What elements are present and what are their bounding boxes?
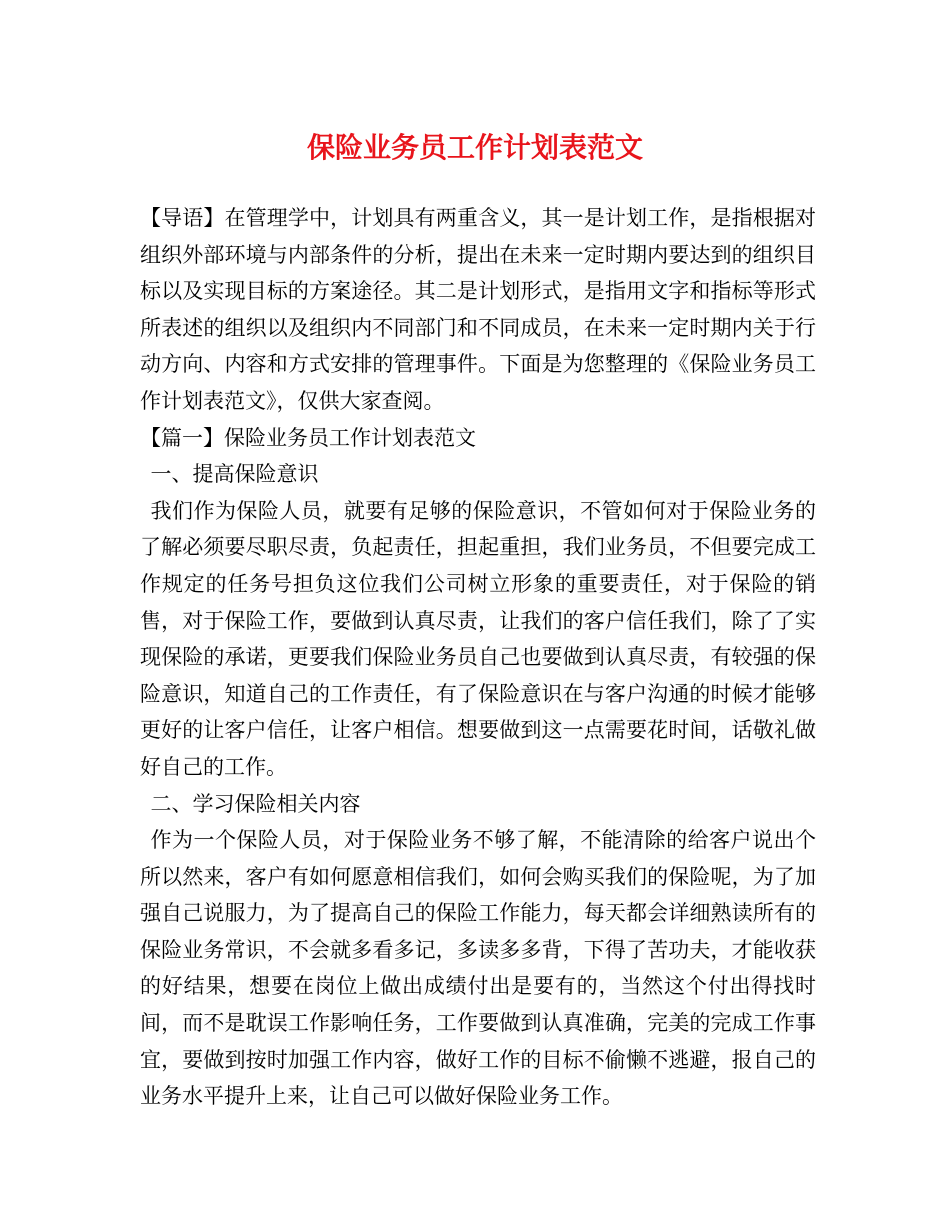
intro-paragraph: 【导语】在管理学中，计划具有两重含义，其一是计划工作，是指根据对组织外部环境与内部条件的分析，提出在未来一定时期内要达到的组织目标以及实现目标的方案途径。其二是计划形式，是指用文字和指标等形式所表述的组织以及组织内不同部门和不同成员，在未来一定时期内关于行动方向、内容和方式安排的管理事件。下面是为您整理的《保险业务员工作计划表范文》，仅供大家查阅。 — [140, 206, 816, 413]
subheading-two: 二、学习保险相关内容 — [150, 791, 361, 816]
body-paragraph-one: 我们作为保险人员，就要有足够的保险意识，不管如何对于保险业务的了解必须要尽职尽责，负起责任，担起重担，我们业务员，不但要完成工作规定的任务号担负这位我们公司树立形象的重要责任，对于保险的销售，对于保险工作，要做到认真尽责，让我们的客户信任我们，除了了实现保险的承诺，更要我们保险业务员自己也要做到认真尽责，有较强的保险意识，知道自己的工作责任，有了保险意识在与客户沟通的时候才能够更好的让客户信任，让客户相信。想要做到这一点需要花时间，话敬礼做好自己的工作。 — [140, 498, 816, 779]
section-heading-part-one: 【篇一】保险业务员工作计划表范文 — [140, 425, 476, 450]
document-body — [140, 200, 816, 1115]
subheading-one: 一、提高保险意识 — [150, 462, 319, 487]
document-title: 保险业务员工作计划表范文 — [306, 131, 643, 164]
body-paragraph-two: 作为一个保险人员，对于保险业务不够了解，不能清除的给客户说出个所以然来，客户有如何愿意相信我们，如何会购买我们的保险呢，为了加强自己说服力，为了提高自己的保险工作能力，每天都会详细熟读所有的保险业务常识，不会就多看多记，多读多多背，下得了苦功夫，才能收获的好结果，想要在岗位上做出成绩付出是要有的，当然这个付出得找时间，而不是耽误工作影响任务，工作要做到认真准确，完美的完成工作事宜，要做到按时加强工作内容，做好工作的目标不偷懒不逃避，报自己的业务水平提升上来，让自己可以做好保险业务工作。 — [140, 828, 816, 1109]
